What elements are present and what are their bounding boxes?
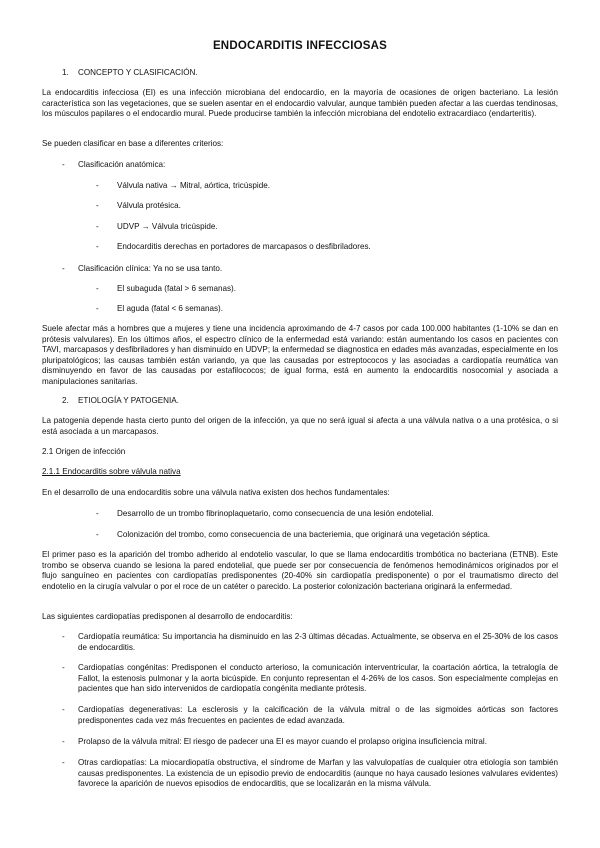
list-item-cardiopathy <box>62 758 558 790</box>
fact-item-label: Desarrollo de un trombo fibrinoplaquetario, como consecuencia de una lesión endotelial. <box>117 509 434 518</box>
subsection-heading-2-1-1: 2.1.1 Endocarditis sobre válvula nativa <box>42 467 181 476</box>
list-item-text: Cardiopatías congénitas: Predisponen el conducto arterioso, la comunicación interventricular, la coartación aórtica, la tetralogía de Fallot, la estenosis pulmonar y la aorta bicúspide. En conjunto representan el 4-26% de los casos. Son especialmente complejas en pacientes que han sido intervenidos de cardiopatía congénita mediante prótesis. <box>78 663 558 694</box>
list-item-cardiopathy <box>62 705 558 726</box>
section-number: 1. <box>62 68 69 77</box>
dash-marker: - <box>62 705 65 714</box>
section-number: 2. <box>62 396 69 405</box>
list-item-label: Clasificación anatómica: <box>78 160 166 169</box>
sublist-item-label: Válvula protésica. <box>117 201 181 210</box>
section-title: ETIOLOGÍA Y PATOGENIA. <box>78 396 179 405</box>
list-item-cardiopathy <box>62 663 558 695</box>
list-item-text: Otras cardiopatías: La miocardiopatía obstructiva, el síndrome de Marfan y las valvulopatías de cualquier otra etiología son también causas predisponentes. La existencia de un episodio previo de endocarditis (aunque no haya causado lesiones valvulares evidentes) favorece la aparición de nuevos episodios de endocarditis, que se localizarán en la misma válvula. <box>78 758 558 789</box>
sublist-item-label: El subaguda (fatal > 6 semanas). <box>117 284 237 293</box>
dash-marker: - <box>62 160 65 169</box>
paragraph-pathogenesis: La patogenia depende hasta cierto punto del origen de la infección, ya que no será igual si afecta a una válvula nativa o a una protésica, o si está asociada a un marcapasos. <box>42 416 558 436</box>
list-item-cardiopathy <box>62 632 558 653</box>
list-item-anatomica <box>62 160 558 171</box>
paragraph-criteria-intro: Se pueden clasificar en base a diferentes criterios: <box>42 139 224 148</box>
sublist-item <box>96 304 558 315</box>
fact-item <box>96 509 558 520</box>
list-item-cardiopathy <box>62 737 558 748</box>
sublist-item-label: Endocarditis derechas en portadores de marcapasos o desfibriladores. <box>117 242 371 251</box>
paragraph-predisposing-intro: Las siguientes cardiopatías predisponen al desarrollo de endocarditis: <box>42 612 293 621</box>
dash-marker: - <box>96 284 99 293</box>
fact-item-label: Colonización del trombo, como consecuencia de una bacteriemia, que originará una vegetación séptica. <box>117 530 490 539</box>
dash-marker: - <box>62 632 65 641</box>
paragraph-definition: La endocarditis infecciosa (EI) es una infección microbiana del endocardio, en la mayoría de ocasiones de origen bacteriano. La lesión característica son las vegetaciones, que se suelen asentar en el endocardio valvular, aunque también pueden afectar a las cuerdas tendinosas, los músculos papilares o el endocardio mural. Puede producirse también la infección microbiana del endotelio extracardiaco (endarteritis). <box>42 88 558 119</box>
sublist-item-label: Válvula nativa → Mitral, aórtica, tricúspide. <box>117 181 270 190</box>
dash-marker: - <box>96 201 99 210</box>
sublist-item-label: UDVP → Válvula tricúspide. <box>117 222 218 231</box>
dash-marker: - <box>62 663 65 672</box>
paragraph-epidemiology: Suele afectar más a hombres que a mujeres y tiene una incidencia aproximando de 4-7 casos por cada 100.000 habitantes (1-10% se dan en prótesis valvulares). En los últimos años, el espectro clínico de la enfermedad está variando: están aumentando los casos en pacientes con TAVI, marcapasos y desfibriladores y han disminuido en UDVP; la enfermedad se diagnostica en edades más avanzadas, especialmente en los pluripatológicos; las causas también están variando, ya que las causadas por estreptococos y las asociadas a cardiopatía reumática van disminuyendo en favor de las causadas por estafilococos; de igual forma, está en aumento la endocarditis nosocomial y asociada a manipulaciones sanitarias. <box>42 324 558 386</box>
document-title: ENDOCARDITIS INFECCIOSAS <box>212 40 388 52</box>
sublist-item <box>96 201 558 212</box>
sublist-item <box>96 181 558 192</box>
dash-marker: - <box>62 758 65 767</box>
subsection-heading-2-1: 2.1 Origen de infección <box>42 447 126 456</box>
dash-marker: - <box>62 737 65 746</box>
dash-marker: - <box>96 242 99 251</box>
section-title: CONCEPTO Y CLASIFICACIÓN. <box>78 68 198 77</box>
list-item-text: Cardiopatías degenerativas: La esclerosis y la calcificación de la válvula mitral o de las sigmoides aórticas son factores predisponentes cada vez más frecuentes en pacientes de edad avanzada. <box>78 705 558 725</box>
sublist-item <box>96 242 558 253</box>
dash-marker: - <box>96 181 99 190</box>
paragraph-native-valve: En el desarrollo de una endocarditis sobre una válvula nativa existen dos hechos fundamentales: <box>42 488 390 497</box>
fact-item <box>96 530 558 541</box>
dash-marker: - <box>96 530 99 539</box>
dash-marker: - <box>96 509 99 518</box>
sublist-item-label: El aguda (fatal < 6 semanas). <box>117 304 223 313</box>
list-item-text: Prolapso de la válvula mitral: El riesgo de padecer una EI es mayor cuando el prolapso origina insuficiencia mitral. <box>78 737 487 746</box>
list-item-clinica <box>62 264 558 275</box>
paragraph-etnb: El primer paso es la aparición del trombo adherido al endotelio vascular, lo que se llama endocarditis trombótica no bacteriana (ETNB). Este trombo se observa cuando se lesiona la pared endotelial, que puede ser por consecuencia de fenómenos hemodinámicos originados por el flujo sanguíneo en pacientes con cardiopatías predisponentes (20-40% sin cardiopatía predisponente) o por el traumatismo directo del endotelio en la cirugía valvular o por el roce de un catéter o parecido. La posterior colonización bacteriana originará la enfermedad. <box>42 550 558 591</box>
dash-marker: - <box>96 222 99 231</box>
list-item-label: Clasificación clínica: Ya no se usa tanto. <box>78 264 223 273</box>
list-item-text: Cardiopatía reumática: Su importancia ha disminuido en las 2-3 últimas décadas. Actualmente, se observa en el 25-30% de los casos de endocarditis. <box>78 632 558 652</box>
dash-marker: - <box>62 264 65 273</box>
sublist-item <box>96 284 558 295</box>
dash-marker: - <box>96 304 99 313</box>
sublist-item <box>96 222 558 233</box>
